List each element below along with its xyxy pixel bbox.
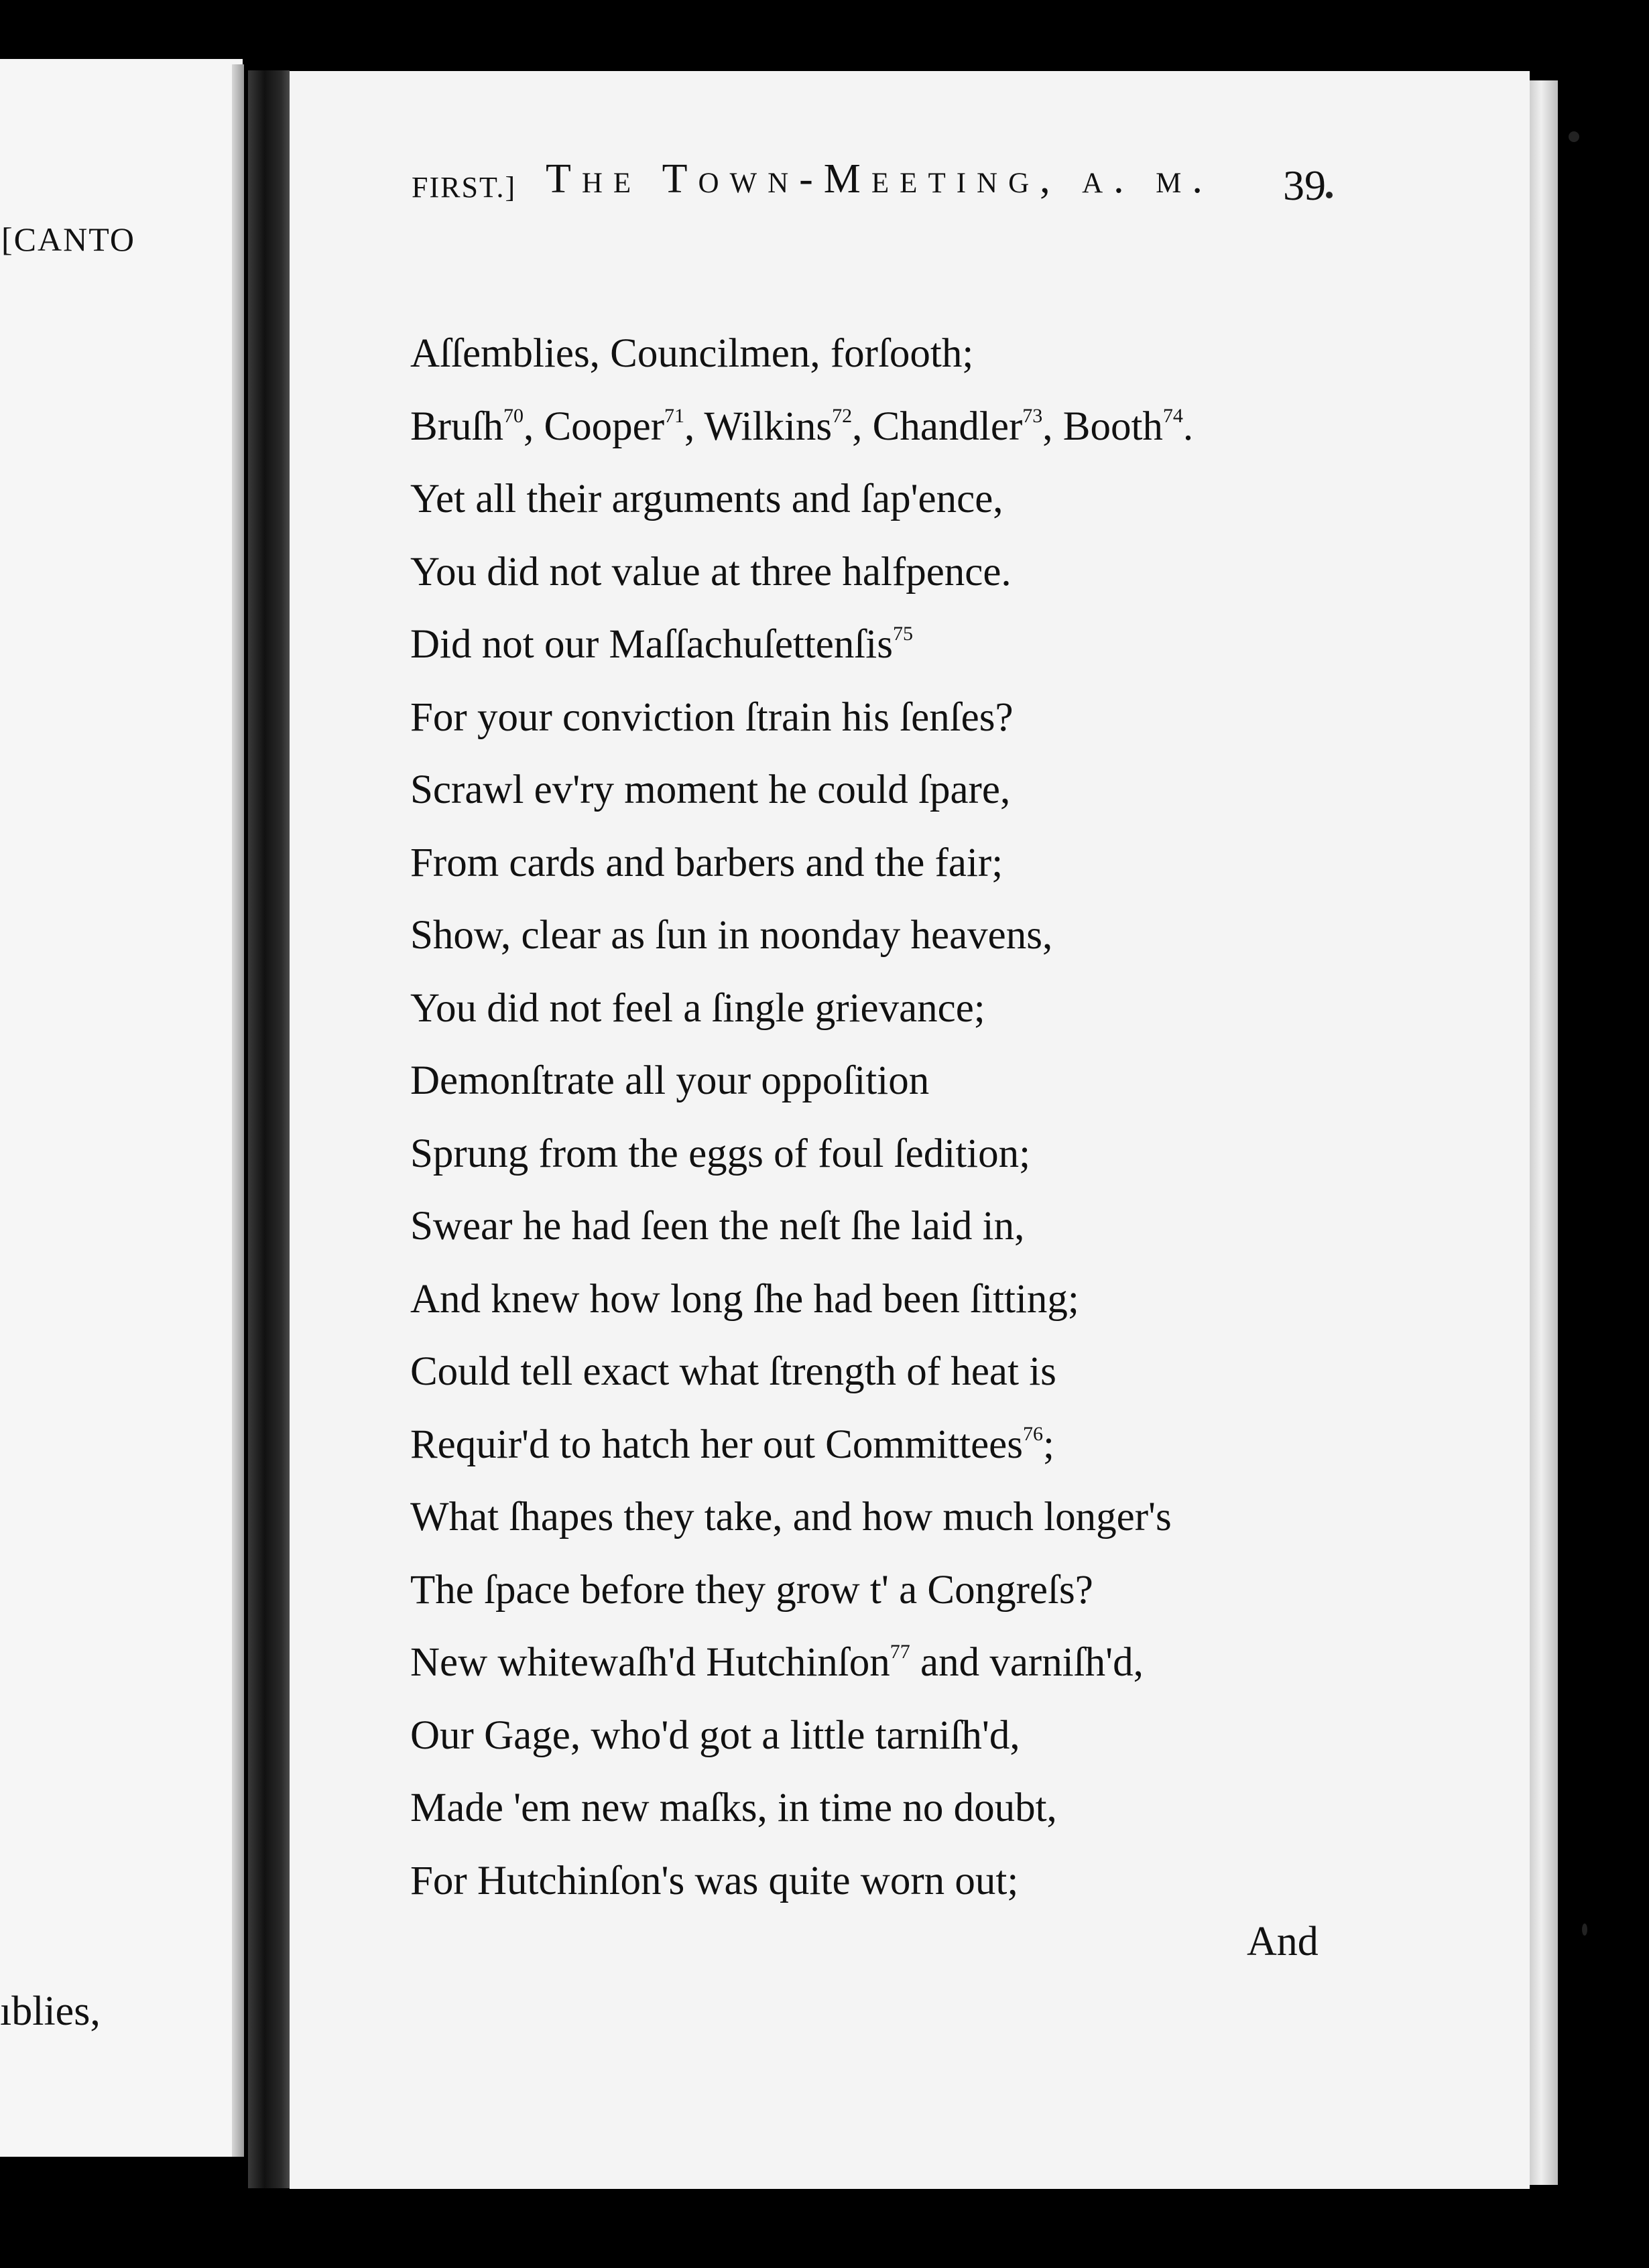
verse-line: Aſſemblies, Councilmen, forſooth;: [410, 331, 974, 376]
footnote-marker: 73: [1022, 404, 1043, 427]
footnote-marker: 75: [893, 623, 913, 645]
left-catchword: ıblies,: [0, 1989, 101, 2034]
verse-line: You did not value at three halfpence.: [410, 549, 1012, 594]
left-running-head: [CANTO: [1, 220, 135, 258]
verse-text: , Chandler: [852, 403, 1023, 449]
verse-line: Made 'em new maſks, in time no doubt,: [410, 1785, 1057, 1830]
verse-line: [410, 1409, 1349, 1482]
verse-text: .: [1182, 403, 1194, 449]
page-number: 39: [1283, 162, 1326, 209]
ink-speck: [1582, 1924, 1587, 1936]
verse-line: The ſpace before they grow t' a Congreſs?: [410, 1567, 1093, 1613]
verse-line: What ſhapes they take, and how much longer's: [410, 1495, 1172, 1539]
ink-speck: [1326, 192, 1333, 198]
verse-text: Did not our Maſſachuſettenſis: [410, 622, 893, 667]
footnote-marker: 72: [832, 404, 853, 427]
footnote-marker: 71: [664, 404, 685, 427]
verse-line: Could tell exact what ſtrength of heat is: [410, 1349, 1056, 1394]
footnote-marker: 70: [503, 404, 524, 427]
ink-speck: [1569, 131, 1579, 142]
verse-lines: [410, 318, 1349, 1917]
verse-text: and varniſh'd,: [910, 1640, 1144, 1685]
catchword: And: [1247, 1919, 1319, 1964]
verse-line: Yet all their arguments and ſap'ence,: [410, 477, 1003, 521]
footnote-marker: 74: [1162, 404, 1183, 427]
verse-line: Demonſtrate all your oppoſition: [410, 1058, 930, 1103]
verse-text: New whitewaſh'd Hutchinſon: [410, 1640, 890, 1685]
verse-line: Our Gage, who'd got a little tarniſh'd,: [410, 1712, 1020, 1758]
verse-line: Sprung from the eggs of foul ſedition;: [410, 1131, 1031, 1176]
right-page-edge: [1530, 80, 1558, 2185]
verse-line: And knew how long ſhe had been ſitting;: [410, 1276, 1079, 1322]
verse-line: From cards and barbers and the fair;: [410, 840, 1003, 885]
verse-text: , Cooper: [523, 403, 665, 449]
verse-line: You did not feel a ſingle grievance;: [410, 985, 985, 1031]
verse-line: Swear he had ſeen the neſt ſhe laid in,: [410, 1204, 1025, 1249]
running-head: [412, 155, 1326, 216]
left-page: [0, 59, 243, 2157]
verse-text: , Wilkins: [684, 403, 833, 449]
verse-line: For your conviction ſtrain his ſenſes?: [410, 694, 1014, 740]
footnote-marker: 77: [890, 1641, 910, 1663]
footnote-marker: 76: [1022, 1422, 1043, 1445]
verse-text: Requir'd to hatch her out Committees: [410, 1422, 1023, 1467]
verse-text: , Booth: [1042, 403, 1163, 449]
verse-line: Scrawl ev'ry moment he could ſpare,: [410, 767, 1011, 812]
verse-line: [410, 609, 1349, 682]
book-gutter: [248, 70, 290, 2188]
running-head-title: The Town-Meeting, a. m.: [546, 156, 1213, 202]
verse-text: Bruſh: [410, 403, 503, 449]
left-page-edge: [232, 64, 244, 2157]
running-head-canto: FIRST.]: [412, 171, 517, 204]
verse-line: [410, 391, 1349, 464]
verse-line: [410, 1627, 1349, 1700]
verse-text: ;: [1042, 1422, 1054, 1467]
verse-line: For Hutchinſon's was quite worn out;: [410, 1858, 1019, 1903]
verse-line: Show, clear as ſun in noonday heavens,: [410, 913, 1053, 958]
